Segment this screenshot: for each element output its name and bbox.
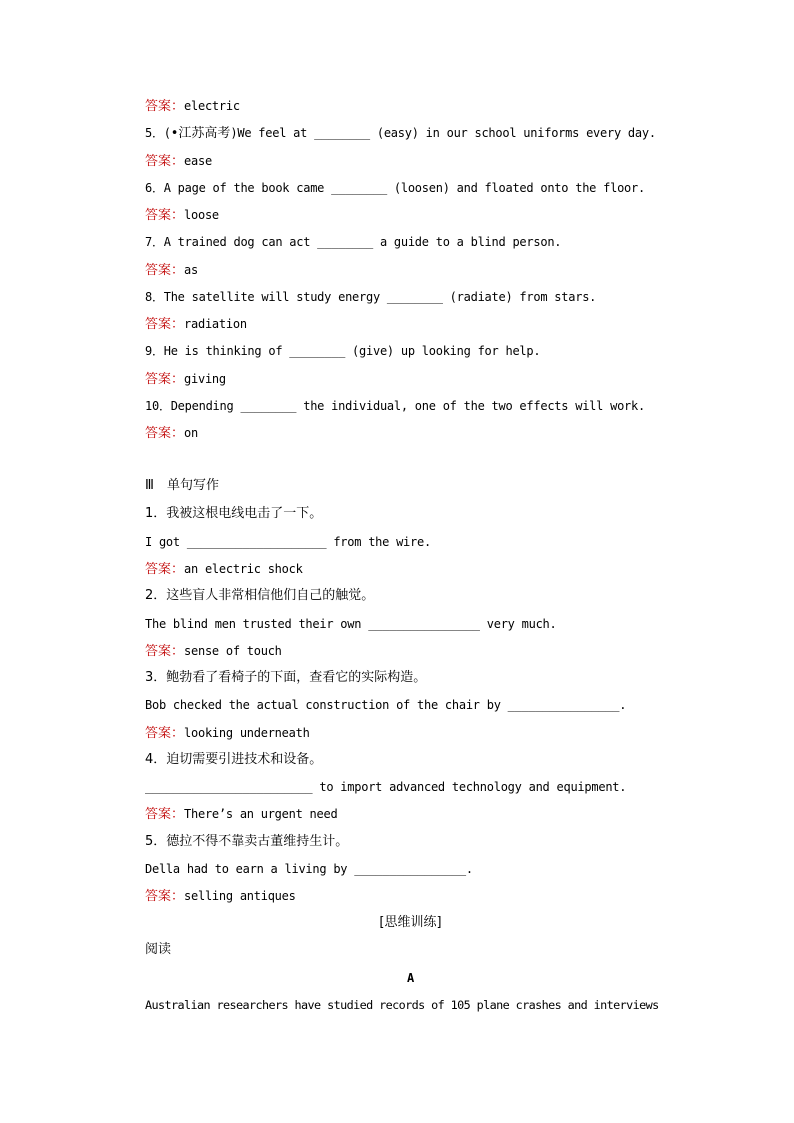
chinese-prompt: 4．迫切需要引进技术和设备。	[145, 752, 323, 767]
answer-line: 答案：on	[145, 426, 198, 441]
answer-line: 答案：loose	[145, 208, 219, 223]
chinese-prompt: 2．这些盲人非常相信他们自己的触觉。	[145, 588, 375, 603]
passage-letter: A	[407, 971, 414, 985]
question-line: 5．(•江苏高考)We feel at ________ (easy) in our school uniforms every day.	[145, 126, 656, 141]
answer-line: 答案：sense of touch	[145, 644, 282, 659]
chinese-prompt: 5．德拉不得不靠卖古董维持生计。	[145, 834, 349, 849]
answer-line: 答案：an electric shock	[145, 562, 303, 577]
question-line: 7．A trained dog can act ________ a guide to a blind person.	[145, 235, 562, 249]
answer-line: 答案：giving	[145, 372, 226, 387]
answer-line: 答案：radiation	[145, 317, 247, 332]
answer-line: 答案：looking underneath	[145, 726, 310, 741]
answer-line: 答案：as	[145, 263, 198, 278]
chinese-prompt: 1．我被这根电线电击了一下。	[145, 506, 323, 521]
question-line: The blind men trusted their own ________________ very much.	[145, 617, 557, 631]
question-line: ________________________ to import advanced technology and equipment.	[145, 780, 627, 794]
answer-line: 答案：ease	[145, 154, 212, 169]
question-line: Della had to earn a living by ________________.	[145, 862, 473, 876]
answer-line: 答案：There’s an urgent need	[145, 807, 338, 822]
question-line: 9．He is thinking of ________ (give) up looking for help.	[145, 344, 541, 358]
reading-label: 阅读	[145, 942, 172, 957]
chinese-prompt: 3．鲍勃看了看椅子的下面，查看它的实际构造。	[145, 670, 427, 685]
question-line: 10．Depending ________ the individual, one of the two effects will work.	[145, 399, 645, 413]
question-line: Bob checked the actual construction of the chair by ________________.	[145, 698, 627, 712]
question-line: 8．The satellite will study energy ________ (radiate) from stars.	[145, 290, 597, 304]
section-title: [思维训练]	[379, 915, 442, 930]
answer-line: 答案：selling antiques	[145, 889, 296, 904]
question-line: 6．A page of the book came ________ (loosen) and floated onto the floor.	[145, 181, 645, 195]
question-line: I got ____________________ from the wire.	[145, 535, 431, 549]
passage-text: Australian researchers have studied records of 105 plane crashes and interviews	[145, 998, 659, 1012]
answer-line: 答案：electric	[145, 99, 240, 114]
section-heading: Ⅲ 单句写作	[145, 478, 219, 493]
